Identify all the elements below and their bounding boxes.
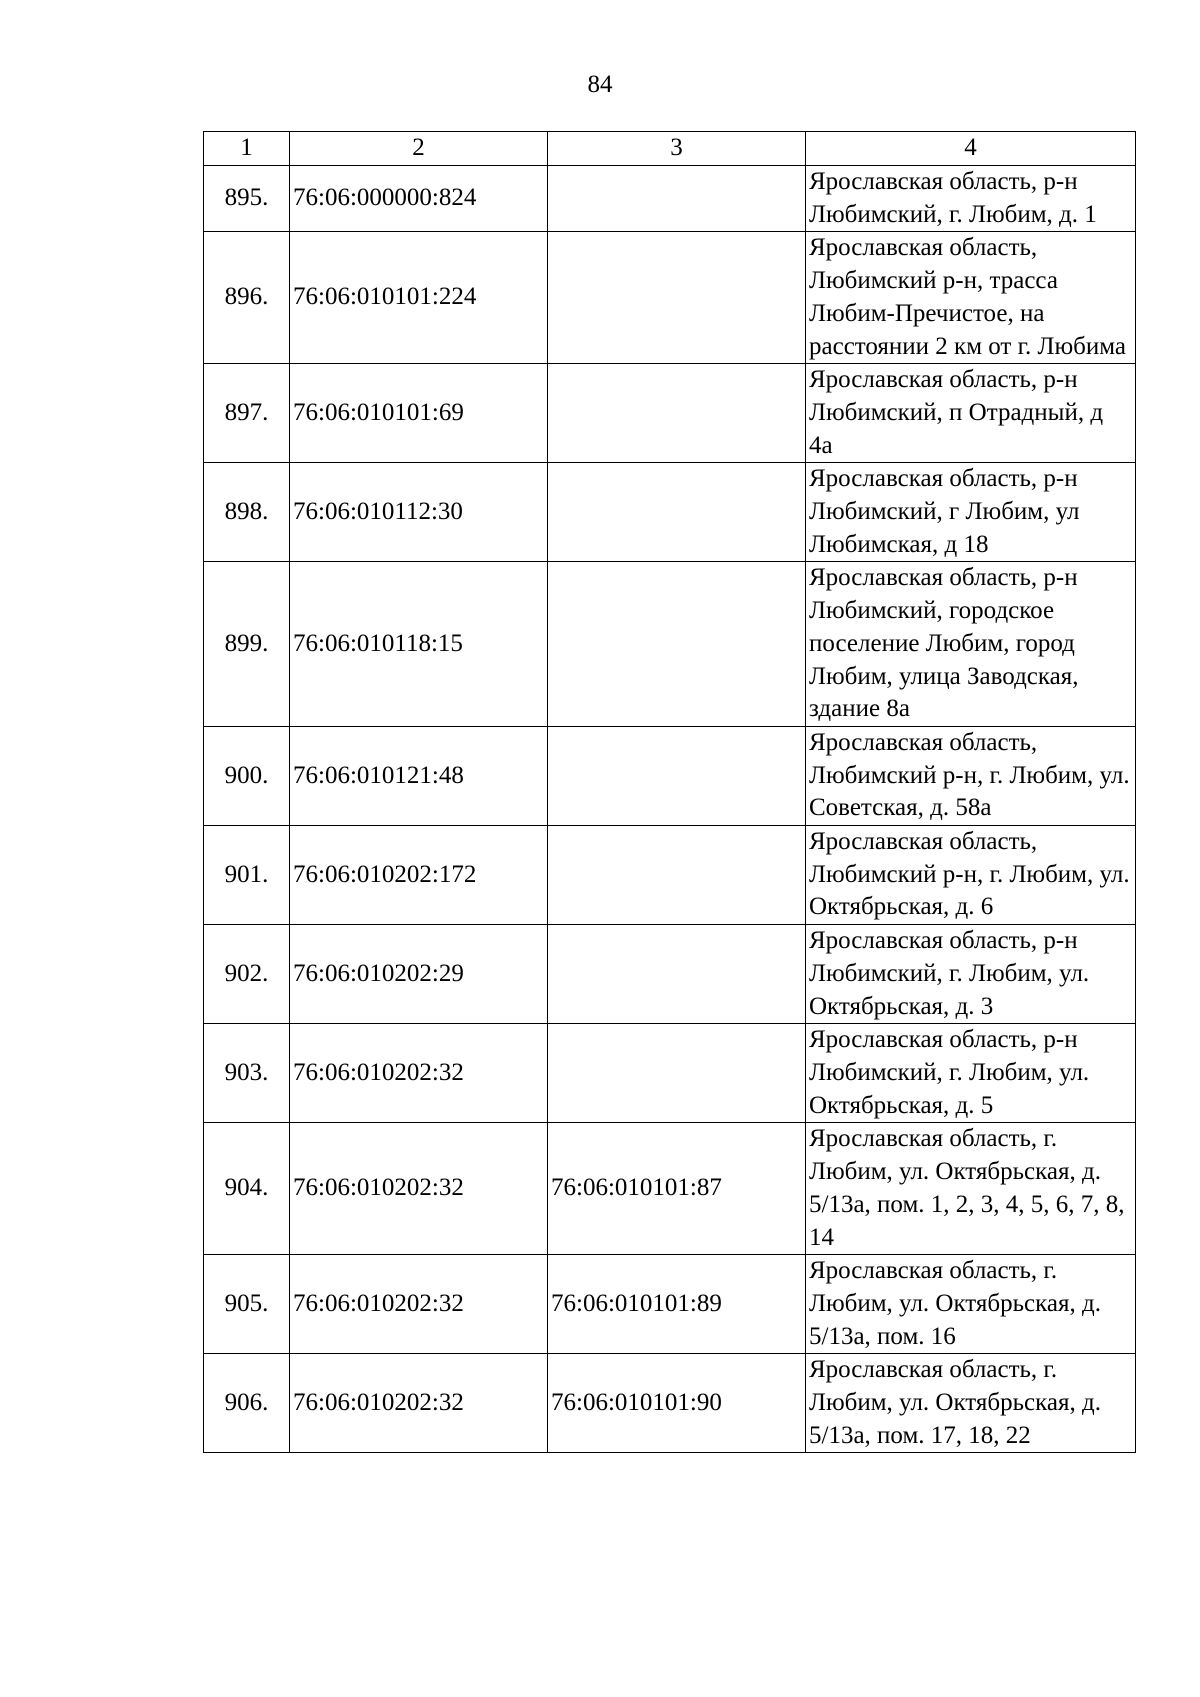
cadastral-number: 76:06:000000:824 xyxy=(290,166,548,232)
row-number: 900. xyxy=(204,726,290,825)
table-row xyxy=(204,1123,1136,1255)
cadastral-number: 76:06:010118:15 xyxy=(290,562,548,727)
cadastral-number: 76:06:010112:30 xyxy=(290,463,548,562)
address: Ярославская область, г. Любим, ул. Октябрьская, д. 5/13а, пом. 1, 2, 3, 4, 5, 6, 7, 8, 14 xyxy=(806,1123,1136,1255)
row-number: 906. xyxy=(204,1354,290,1453)
row-number: 898. xyxy=(204,463,290,562)
cadastral-number: 76:06:010121:48 xyxy=(290,726,548,825)
table-row xyxy=(204,925,1136,1024)
table-row xyxy=(204,1024,1136,1123)
cadastral-number: 76:06:010202:32 xyxy=(290,1123,548,1255)
address: Ярославская область, р-н Любимский, г Любим, ул Любимская, д 18 xyxy=(806,463,1136,562)
cadastral-number: 76:06:010101:224 xyxy=(290,232,548,364)
parent-cadastral-number xyxy=(548,826,806,925)
row-number: 901. xyxy=(204,826,290,925)
cadastral-number: 76:06:010202:32 xyxy=(290,1354,548,1453)
parent-cadastral-number: 76:06:010101:90 xyxy=(548,1354,806,1453)
address: Ярославская область, Любимский р-н, г. Любим, ул. Октябрьская, д. 6 xyxy=(806,826,1136,925)
address: Ярославская область, р-н Любимский, городское поселение Любим, город Любим, улица Заводская, здание 8а xyxy=(806,562,1136,727)
parent-cadastral-number xyxy=(548,463,806,562)
table-row xyxy=(204,463,1136,562)
table-row xyxy=(204,826,1136,925)
row-number: 905. xyxy=(204,1255,290,1354)
table-row xyxy=(204,232,1136,364)
parent-cadastral-number xyxy=(548,166,806,232)
cadastral-number: 76:06:010202:32 xyxy=(290,1024,548,1123)
row-number: 899. xyxy=(204,562,290,727)
table-row xyxy=(204,1255,1136,1354)
row-number: 902. xyxy=(204,925,290,1024)
cadastral-number: 76:06:010202:29 xyxy=(290,925,548,1024)
parent-cadastral-number xyxy=(548,232,806,364)
row-number: 904. xyxy=(204,1123,290,1255)
parent-cadastral-number xyxy=(548,562,806,727)
parent-cadastral-number xyxy=(548,925,806,1024)
parent-cadastral-number xyxy=(548,1024,806,1123)
address: Ярославская область, р-н Любимский, г. Любим, ул. Октябрьская, д. 3 xyxy=(806,925,1136,1024)
row-number: 903. xyxy=(204,1024,290,1123)
cadastral-number: 76:06:010101:69 xyxy=(290,364,548,463)
address: Ярославская область, г. Любим, ул. Октябрьская, д. 5/13а, пом. 16 xyxy=(806,1255,1136,1354)
column-header-3: 3 xyxy=(548,132,806,166)
page-number: 84 xyxy=(587,71,613,98)
address: Ярославская область, Любимский р-н, г. Любим, ул. Советская, д. 58а xyxy=(806,726,1136,825)
address: Ярославская область, р-н Любимский, п Отрадный, д 4а xyxy=(806,364,1136,463)
address: Ярославская область, р-н Любимский, г. Любим, ул. Октябрьская, д. 5 xyxy=(806,1024,1136,1123)
table-row xyxy=(204,726,1136,825)
column-header-1: 1 xyxy=(204,132,290,166)
cadastral-number: 76:06:010202:172 xyxy=(290,826,548,925)
row-number: 896. xyxy=(204,232,290,364)
table-row xyxy=(204,364,1136,463)
parent-cadastral-number xyxy=(548,364,806,463)
parent-cadastral-number xyxy=(548,726,806,825)
address: Ярославская область, г. Любим, ул. Октябрьская, д. 5/13а, пом. 17, 18, 22 xyxy=(806,1354,1136,1453)
address: Ярославская область, Любимский р-н, трасса Любим-Пречистое, на расстоянии 2 км от г. Любима xyxy=(806,232,1136,364)
table-row xyxy=(204,166,1136,232)
column-header-4: 4 xyxy=(806,132,1136,166)
table-row xyxy=(204,562,1136,727)
column-header-2: 2 xyxy=(290,132,548,166)
cadastral-number: 76:06:010202:32 xyxy=(290,1255,548,1354)
row-number: 897. xyxy=(204,364,290,463)
row-number: 895. xyxy=(204,166,290,232)
registry-table xyxy=(203,131,1136,1453)
header-row xyxy=(204,132,1136,166)
table-row xyxy=(204,1354,1136,1453)
parent-cadastral-number: 76:06:010101:89 xyxy=(548,1255,806,1354)
parent-cadastral-number: 76:06:010101:87 xyxy=(548,1123,806,1255)
address: Ярославская область, р-н Любимский, г. Любим, д. 1 xyxy=(806,166,1136,232)
